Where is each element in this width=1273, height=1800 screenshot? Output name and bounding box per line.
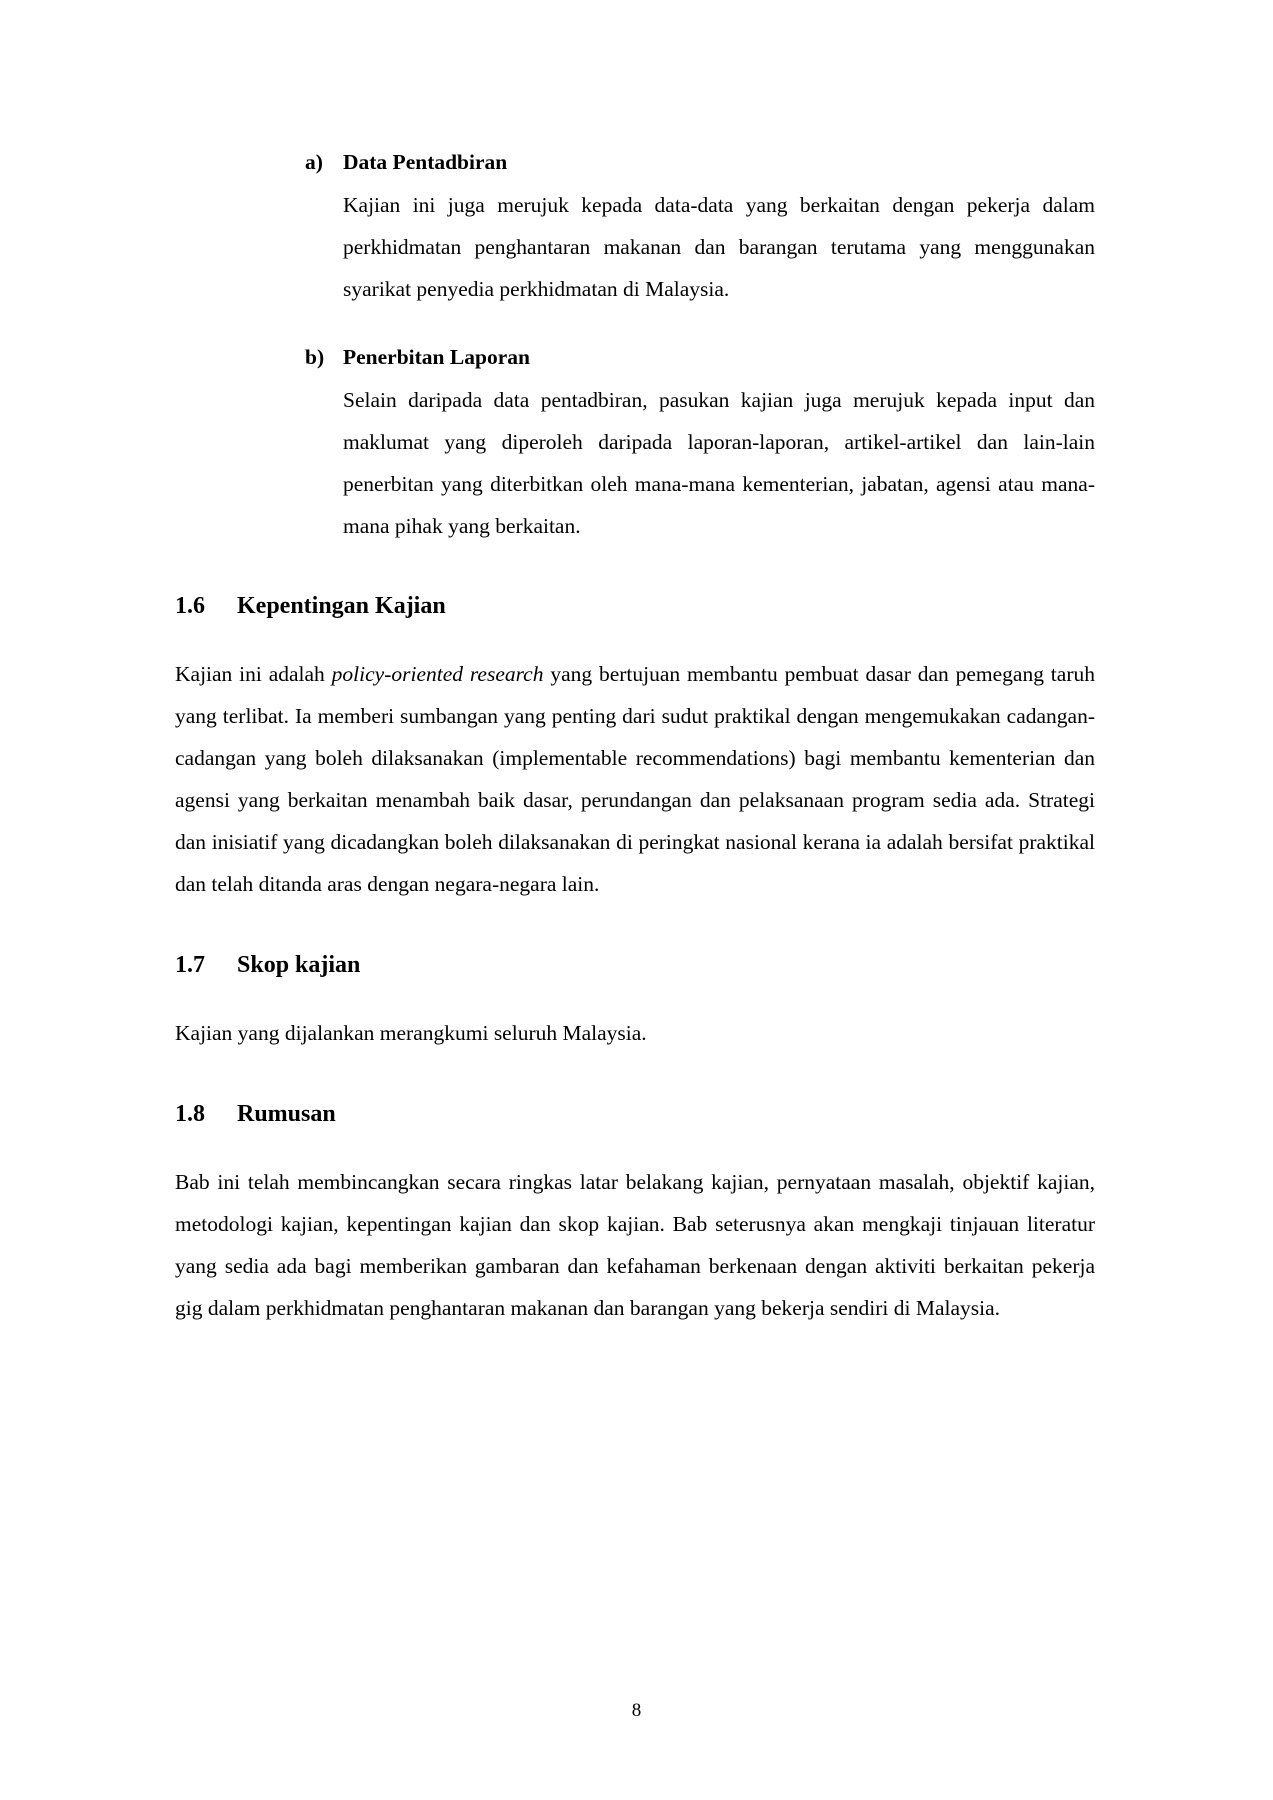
paragraph-italic-phrase: policy-oriented research	[331, 662, 544, 687]
list-item	[305, 345, 1095, 548]
section-number: 1.6	[175, 593, 205, 620]
list-item-marker: b)	[305, 344, 325, 369]
section-1-7-paragraph: Kajian yang dijalankan merangkumi seluruh Malaysia.	[175, 1020, 647, 1045]
section-1-6-paragraph	[175, 654, 1095, 906]
section-number: 1.7	[175, 951, 205, 978]
section-1-8-paragraph: Bab ini telah membincangkan secara ringkas latar belakang kajian, pernyataan masalah, objektif kajian, metodologi kajian, kepentingan kajian dan skop kajian. Bab seterusnya akan mengkaji tinjauan literatur yang sedia ada bagi memberikan gambaran dan kefahaman berkenaan dengan aktiviti berkaitan pekerja gig dalam perkhidmatan penghantaran makanan dan barangan yang bekerja sendiri di Malaysia.	[175, 1169, 1095, 1320]
section-title: Kepentingan Kajian	[237, 593, 446, 620]
list-item-heading	[305, 150, 1095, 175]
list-item-title: Penerbitan Laporan	[343, 344, 530, 369]
section-title: Rumusan	[237, 1100, 336, 1127]
page-content	[175, 150, 1095, 1330]
section-heading-1-6	[175, 593, 1095, 620]
section-title: Skop kajian	[237, 951, 361, 978]
list-item-heading	[305, 345, 1095, 370]
section-heading-1-8	[175, 1101, 1095, 1128]
list-item-body: Kajian ini juga merujuk kepada data-data yang berkaitan dengan pekerja dalam perkhidmatan penghantaran makanan dan barangan terutama yang menggunakan syarikat penyedia perkhidmatan di Malaysia.	[343, 193, 1095, 301]
page-number: 8	[631, 1700, 642, 1721]
section-number: 1.8	[175, 1100, 205, 1127]
list-item-marker: a)	[305, 150, 323, 174]
list-item-body: Selain daripada data pentadbiran, pasukan kajian juga merujuk kepada input dan maklumat yang diperoleh daripada laporan-laporan, artikel-artikel dan lain-lain penerbitan yang diterbitkan oleh mana-mana kementerian, jabatan, agensi atau mana-mana pihak yang berkaitan.	[343, 387, 1095, 538]
list-item	[305, 150, 1095, 311]
list-item-title: Data Pentadbiran	[343, 150, 508, 174]
paragraph-lead: Kajian ini adalah	[175, 662, 332, 687]
paragraph-rest: yang bertujuan membantu pembuat dasar dan pemegang taruh yang terlibat. Ia memberi sumbangan yang penting dari sudut praktikal dengan mengemukakan cadangan-cadangan yang boleh dilaksanakan (implementable recommendations) bagi membantu kementerian dan agensi yang berkaitan menambah baik dasar, perundangan dan pelaksanaan program sedia ada. Strategi dan inisiatif yang dicadangkan boleh dilaksanakan di peringkat nasional kerana ia adalah bersifat praktikal dan telah ditanda aras dengan negara-negara lain.	[175, 662, 1095, 897]
section-heading-1-7	[175, 952, 1095, 979]
